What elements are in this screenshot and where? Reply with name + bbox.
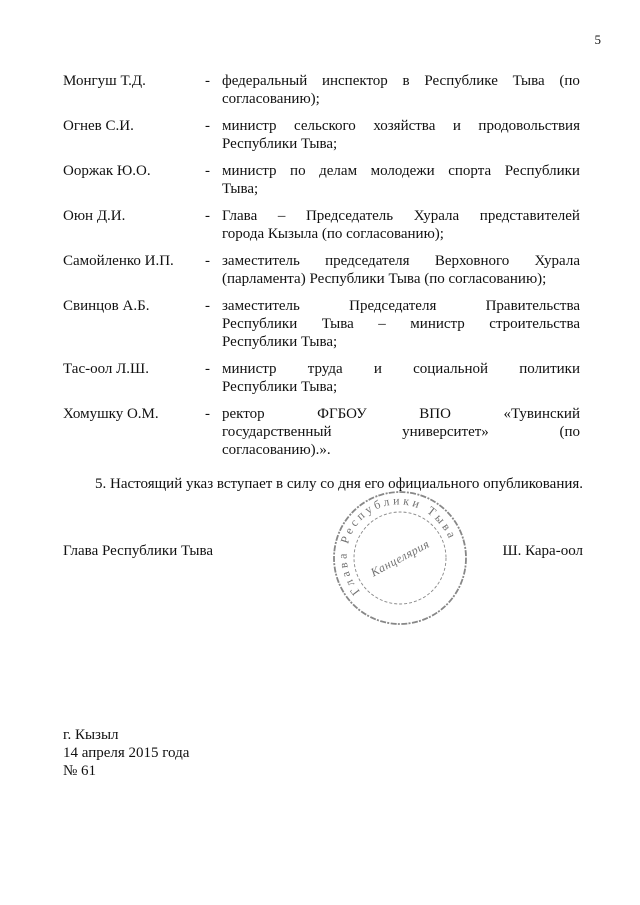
member-dash: -	[205, 118, 210, 134]
member-name: Тас-оол Л.Ш.	[63, 361, 149, 377]
member-position-line	[222, 423, 580, 441]
clause-5-paragraph: 5. Настоящий указ вступает в силу со дня его официального опубликования.	[95, 476, 584, 492]
word: представителей	[479, 208, 580, 224]
word: Председателя	[349, 298, 437, 314]
word: –	[378, 316, 386, 332]
member-position-line	[222, 72, 580, 90]
word: молодежи	[370, 163, 435, 179]
word: министр	[222, 361, 277, 377]
word: министр	[410, 316, 465, 332]
word: министр	[222, 163, 277, 179]
seal-ring-text	[336, 493, 461, 598]
member-position-line	[222, 162, 580, 180]
member-name: Хомушку О.М.	[63, 406, 159, 422]
member-row	[63, 297, 580, 351]
member-position-line: Республики Тыва;	[222, 136, 338, 152]
member-dash: -	[205, 361, 210, 377]
word: «Тувинский	[503, 406, 580, 422]
member-list	[63, 72, 580, 468]
member-row	[63, 162, 580, 198]
member-dash: -	[205, 73, 210, 89]
member-row	[63, 360, 580, 396]
word: Республики	[504, 163, 580, 179]
word: университет»	[402, 424, 489, 440]
member-position-line	[222, 207, 580, 225]
word: государственный	[222, 424, 332, 440]
member-row	[63, 117, 580, 153]
member-dash: -	[205, 253, 210, 269]
word: Тыва	[321, 316, 354, 332]
member-position	[222, 297, 580, 351]
member-position-line: Республики Тыва;	[222, 334, 338, 350]
seal-ring-text-path: Глава Республики Тыва	[335, 493, 461, 599]
word: Тыва	[512, 73, 545, 89]
word: делам	[319, 163, 358, 179]
member-position-line	[222, 360, 580, 378]
member-position	[222, 72, 580, 108]
word: сельского	[294, 118, 356, 134]
word: (по	[559, 73, 580, 89]
word: политики	[519, 361, 580, 377]
word: социальной	[413, 361, 488, 377]
word: федеральный	[222, 73, 308, 89]
word: Председатель	[305, 208, 394, 224]
word: заместитель	[222, 253, 300, 269]
word: продовольствия	[478, 118, 580, 134]
word: –	[277, 208, 286, 224]
word: заместитель	[222, 298, 300, 314]
signatory-name: Ш. Кара-оол	[502, 543, 583, 559]
word: ФГБОУ	[317, 406, 367, 422]
member-row	[63, 252, 580, 288]
official-seal	[330, 488, 470, 628]
word: инспектор	[321, 73, 388, 89]
word: министр	[222, 118, 277, 134]
member-name: Оюн Д.И.	[63, 208, 126, 224]
page-number: 5	[594, 32, 601, 47]
word: Верховного	[434, 253, 510, 269]
member-position-line	[222, 315, 580, 333]
word: ректор	[222, 406, 265, 422]
word: ВПО	[419, 406, 451, 422]
member-row	[63, 207, 580, 243]
member-position-line	[222, 405, 580, 423]
member-position-line: города Кызыла (по согласованию);	[222, 226, 444, 242]
member-position	[222, 117, 580, 153]
member-name: Огнев С.И.	[63, 118, 134, 134]
member-position	[222, 252, 580, 288]
word: строительства	[489, 316, 580, 332]
member-name: Монгуш Т.Д.	[63, 73, 146, 89]
member-row	[63, 72, 580, 108]
member-row	[63, 405, 580, 459]
word: (по	[559, 424, 580, 440]
footer-date: 14 апреля 2015 года	[63, 745, 190, 761]
word: Республике	[424, 73, 498, 89]
member-position-line: согласованию).».	[222, 442, 331, 458]
word: и	[373, 361, 382, 377]
signatory-position: Глава Республики Тыва	[63, 543, 214, 559]
word: труда	[307, 361, 343, 377]
word: Хурала	[413, 208, 460, 224]
member-position-line: Тыва;	[222, 181, 259, 197]
member-name: Самойленко И.П.	[63, 253, 174, 269]
word: в	[402, 73, 410, 89]
member-position-line: (парламента) Республики Тыва (по согласованию);	[222, 271, 547, 287]
member-dash: -	[205, 406, 210, 422]
member-position-line	[222, 252, 580, 270]
member-position-line	[222, 117, 580, 135]
member-position-line: Республики Тыва;	[222, 379, 338, 395]
word: Хурала	[534, 253, 580, 269]
word: по	[290, 163, 306, 179]
word: председателя	[325, 253, 410, 269]
document-footer	[63, 726, 189, 780]
member-dash: -	[205, 163, 210, 179]
member-position	[222, 207, 580, 243]
member-dash: -	[205, 298, 210, 314]
word: спорта	[448, 163, 492, 179]
member-name: Свинцов А.Б.	[63, 298, 150, 314]
footer-city: г. Кызыл	[63, 727, 119, 743]
member-name: Ооржак Ю.О.	[63, 163, 151, 179]
member-position-line	[222, 297, 580, 315]
word: Республики	[222, 316, 298, 332]
word: Правительства	[485, 298, 580, 314]
member-position	[222, 360, 580, 396]
footer-number: № 61	[63, 763, 97, 779]
word: и	[452, 118, 461, 134]
member-position	[222, 162, 580, 198]
word: Глава	[222, 208, 258, 224]
word: хозяйства	[373, 118, 436, 134]
member-position-line: согласованию);	[222, 91, 320, 107]
member-position	[222, 405, 580, 459]
member-dash: -	[205, 208, 210, 224]
seal-center-text: Канцелярия	[368, 536, 432, 580]
